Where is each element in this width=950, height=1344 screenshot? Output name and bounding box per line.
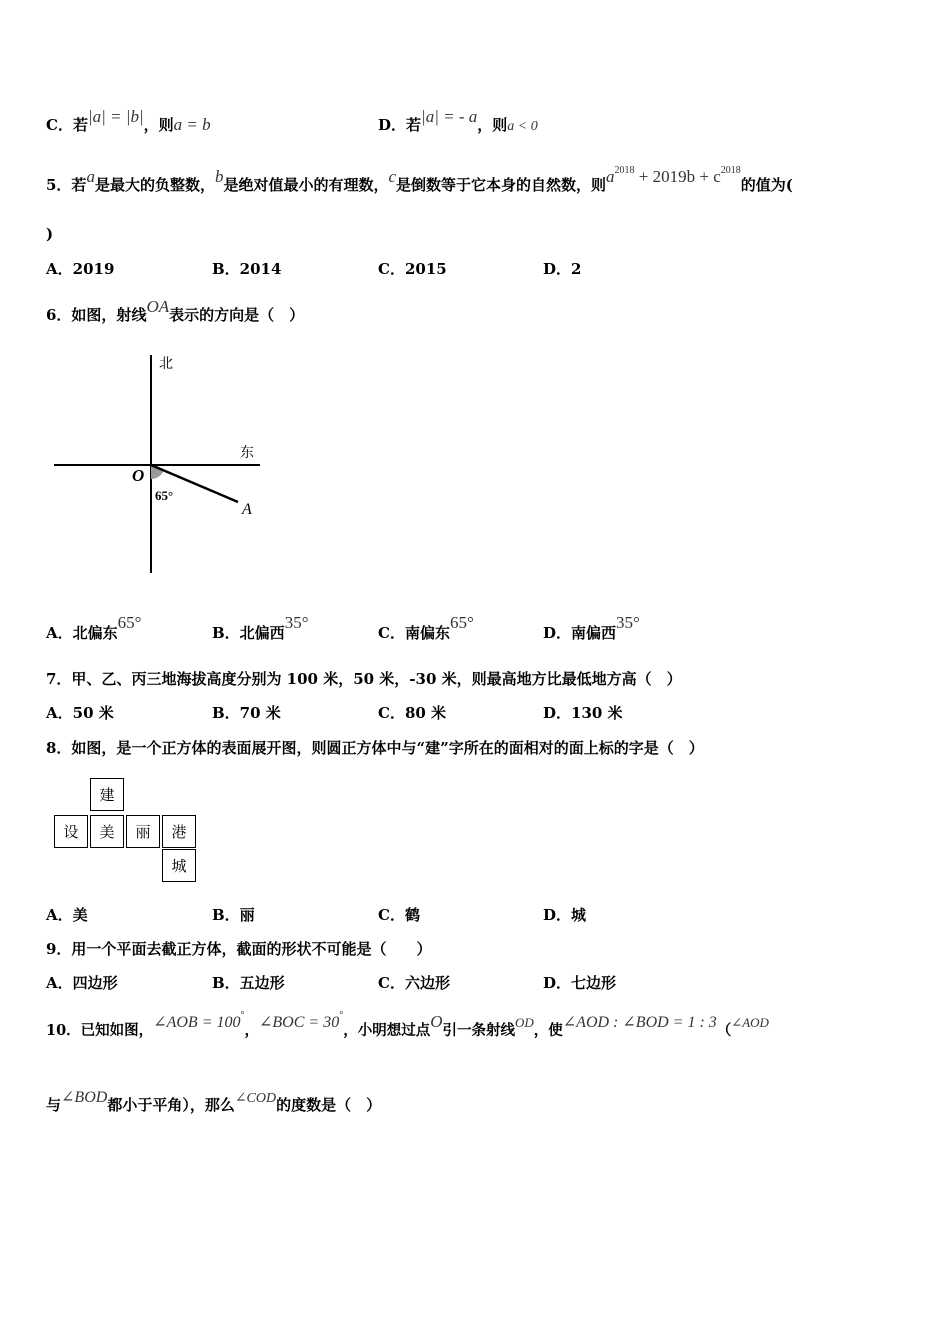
q6-option-c: C．南偏东65° [378, 613, 474, 642]
q4-d-math-2: a < 0 [507, 119, 538, 134]
q8-option-c: C．鹤 [378, 906, 420, 924]
q5-close: ) [46, 225, 54, 243]
cube-face-top: 建 [90, 778, 124, 811]
angle-label: 65° [155, 488, 174, 503]
q7-stem: 7．甲、乙、丙三地海拔高度分别为 100 米，50 米，-30 米，则最高地方比最低地方高（ ） [46, 670, 682, 688]
q7-option-b: B．70 米 [212, 704, 281, 722]
q6-option-b: B．北偏西35° [212, 613, 309, 642]
q10-stem-line1: 10．已知如图，∠AOB = 100°，∠BOC = 30°，小明想过点O引一条射线OD，使∠AOD : ∠BOD = 1 : 3（∠AOD [46, 1010, 769, 1039]
cube-face-3: 丽 [126, 815, 160, 848]
q8-stem: 8．如图，是一个正方体的表面展开图，则圆正方体中与“建”字所在的面相对的面上标的字是（ ） [46, 739, 704, 757]
q4-d-math-1: |a| = - a [421, 107, 478, 126]
q9-option-a: A．四边形 [46, 974, 118, 992]
q6-option-a: A．北偏东65° [46, 613, 142, 642]
q9-option-b: B．五边形 [212, 974, 285, 992]
q8-option-d: D．城 [543, 906, 587, 924]
q5-option-b: B．2014 [212, 260, 282, 278]
north-label: 北 [159, 357, 173, 372]
q5-option-d: D．2 [543, 260, 582, 278]
q5-option-a: A．2019 [46, 260, 115, 278]
q4-c-math-2: a = b [173, 115, 211, 134]
cube-face-1: 设 [54, 815, 88, 848]
q5-expression: $a^{2018} + 2019b + c^{2018}$ [606, 165, 741, 186]
cube-face-2: 美 [90, 815, 124, 848]
q9-stem: 9．用一个平面去截正方体，截面的形状不可能是（ ） [46, 940, 432, 958]
q9-option-d: D．七边形 [543, 974, 617, 992]
q8-option-a: A．美 [46, 906, 88, 924]
q4-option-c: C．若|a| = |b|，则a = b [46, 107, 211, 134]
q5-stem: 5．若a是最大的负整数，b是绝对值最小的有理数，c是倒数等于它本身的自然数，则$a^{2018} + 2019b + c^{2018}$的值为( [46, 165, 793, 194]
direction-figure [50, 350, 270, 580]
q9-option-c: C．六边形 [378, 974, 450, 992]
q7-option-a: A．50 米 [46, 704, 114, 722]
q8-option-b: B．丽 [212, 906, 255, 924]
q10-stem-line2: 与∠BOD都小于平角），那么∠COD的度数是（ ） [46, 1089, 382, 1114]
cube-face-4: 港 [162, 815, 196, 848]
q6-stem: 6．如图，射线OA表示的方向是（ ） [46, 297, 305, 324]
q7-option-c: C．80 米 [378, 704, 447, 722]
q5-option-c: C．2015 [378, 260, 447, 278]
q6-option-d: D．南偏西35° [543, 613, 640, 642]
q4-c-math-1: |a| = |b| [87, 107, 144, 126]
east-label: 东 [240, 446, 254, 461]
point-a-label: A [242, 501, 252, 518]
cube-face-bottom: 城 [162, 849, 196, 882]
origin-label: O [132, 466, 145, 485]
q7-option-d: D．130 米 [543, 704, 623, 722]
q4-option-d: D．若|a| = - a，则a < 0 [378, 107, 538, 134]
